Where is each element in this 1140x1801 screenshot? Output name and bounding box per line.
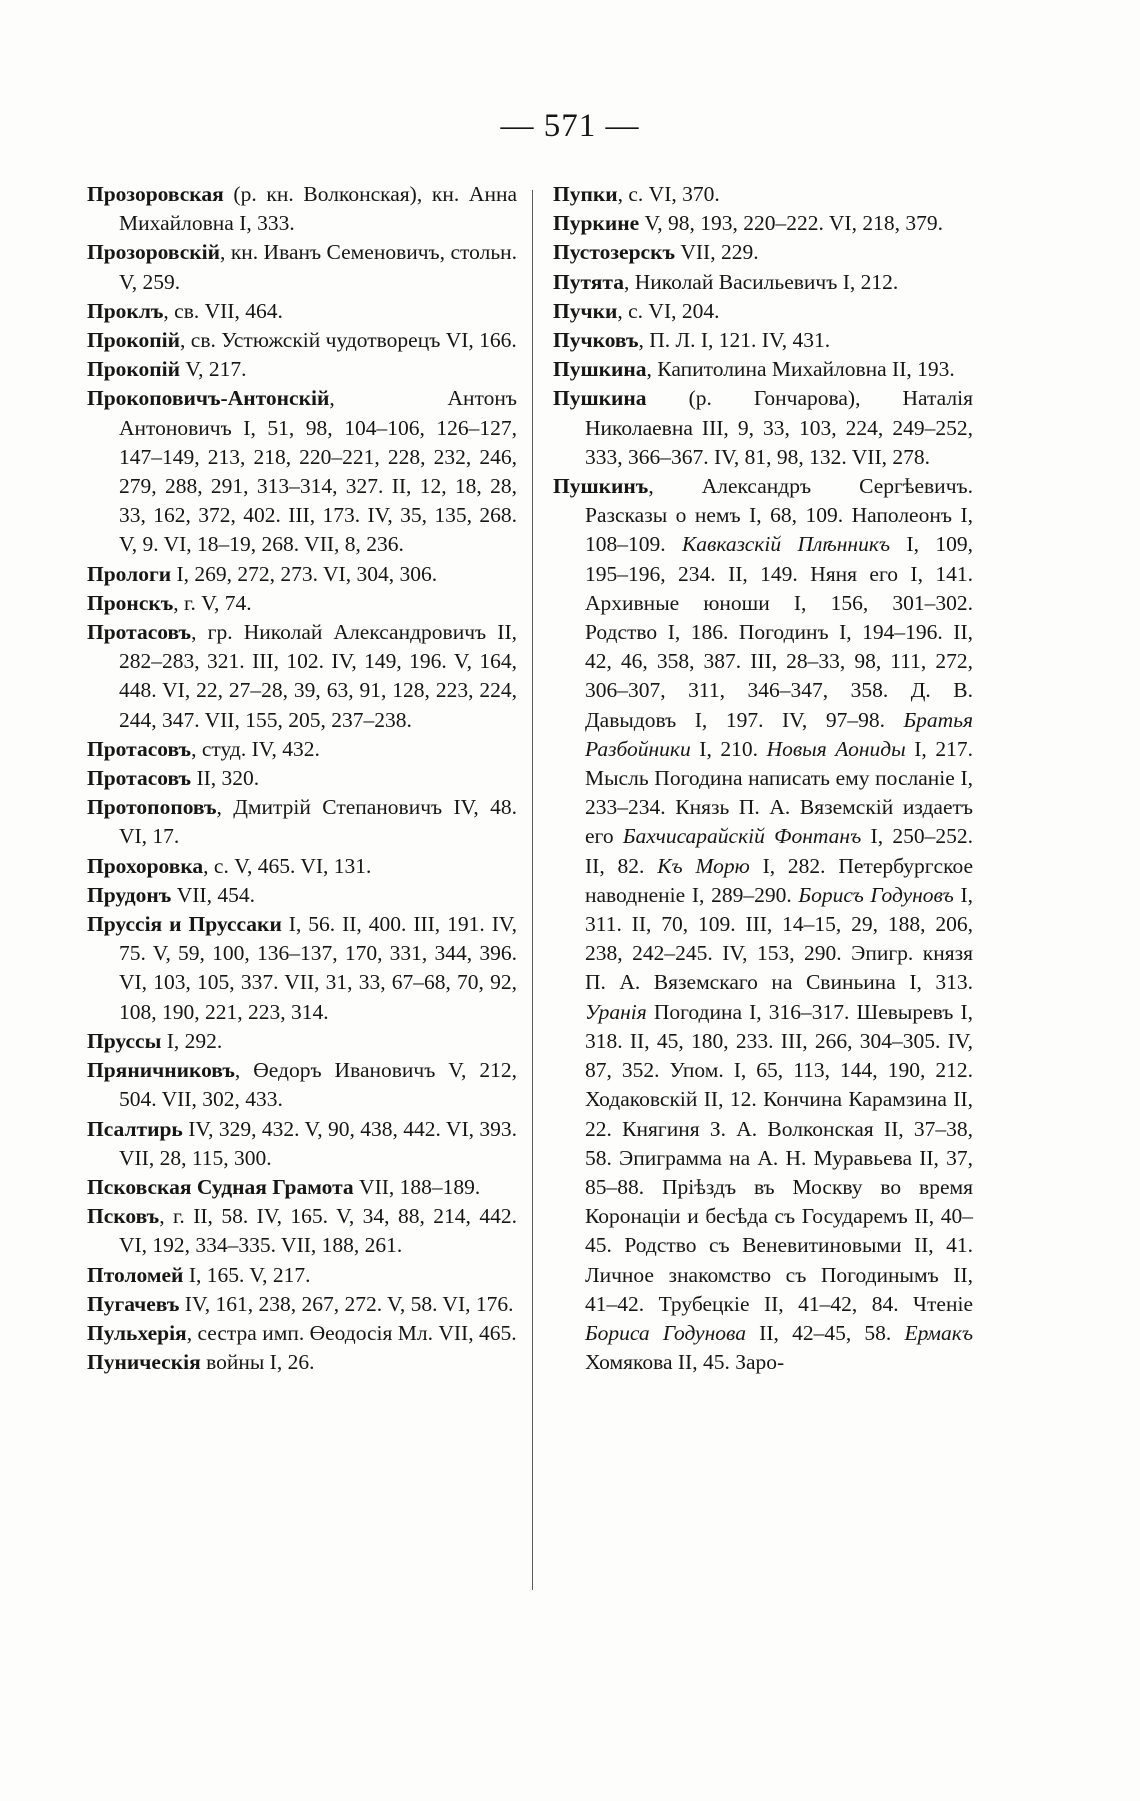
entry-heading: Пронскъ <box>87 590 174 615</box>
entry-heading: Пушкинъ <box>553 474 649 499</box>
index-entry <box>553 268 973 297</box>
entry-text: I, 250–252. II, 82. <box>585 824 973 878</box>
work-title: Братья Разбойники <box>585 707 973 761</box>
right-column <box>553 180 973 1377</box>
entry-text: , Антонъ Антоновичъ I, 51, 98, 104–106, 126–127, 147–149, 213, 218, 220–221, 228, 232, 246, 279, 288, 291, 313–314, 327. II, 12, 18, 28, 33, 162, 372, 402. III, 173. IV, 35, 135, 268. V, 9. VI, 18–19, 268. VII, 8, 236. <box>119 386 517 557</box>
entry-text: V, 98, 193, 220–222. VI, 218, 379. <box>639 211 943 236</box>
work-title: Кавказскій Плѣнникъ <box>682 532 891 557</box>
entry-text: , кн. Иванъ Семеновичъ, стольн. V, 259. <box>119 240 517 294</box>
entry-heading: Псковъ <box>87 1204 160 1229</box>
index-entry <box>87 1261 517 1290</box>
index-entry <box>87 881 517 910</box>
index-entry <box>87 180 517 238</box>
entry-text: , студ. IV, 432. <box>191 736 320 761</box>
entry-heading: Прокопій <box>87 357 181 382</box>
entry-text: VII, 454. <box>171 882 255 907</box>
entry-heading: Пруссія и Пруссаки <box>87 912 282 937</box>
entry-text: VII, 229. <box>675 240 759 265</box>
entry-text: , с. V, 465. VI, 131. <box>203 853 372 878</box>
entry-heading: Псковская Судная Грамота <box>87 1174 354 1199</box>
work-title: Къ Морю <box>657 853 750 878</box>
entry-text: V, 217. <box>180 357 247 382</box>
index-entry <box>87 910 517 1027</box>
index-entry <box>87 1319 517 1348</box>
index-entry <box>87 1056 517 1114</box>
entry-text: , Капитолина Михайловна II, 193. <box>646 357 955 382</box>
entry-text: II, 42–45, 58. <box>745 1320 905 1345</box>
entry-text: VII, 188–189. <box>353 1174 481 1199</box>
entry-heading: Пушкина <box>553 357 647 382</box>
index-entry <box>87 1115 517 1173</box>
entry-text: , Николай Васильевичъ I, 212. <box>623 269 899 294</box>
entry-text: I, 56. II, 400. III, 191. IV, 75. V, 59, 100, 136–137, 170, 331, 344, 396. VI, 103, 105, 337. VII, 31, 33, 67–68, 70, 92, 108, 190, 221, 223, 314. <box>119 912 517 1024</box>
entry-heading: Пустозерскъ <box>553 240 675 265</box>
entry-heading: Пряничниковъ <box>87 1058 235 1083</box>
index-entry <box>553 297 973 326</box>
entry-heading: Птоломей <box>87 1262 184 1287</box>
entry-heading: Пуническія <box>87 1350 201 1375</box>
entry-text: , П. Л. I, 121. IV, 431. <box>638 328 831 353</box>
index-entry <box>553 180 973 209</box>
work-title: Борисъ Годуновъ <box>798 882 954 907</box>
entry-text: I, 217. Мысль Погодина написать ему посланіе I, 233–234. Князь П. А. Вяземскій издаетъ его <box>585 736 973 849</box>
entry-heading: Пупки <box>553 182 618 206</box>
entry-text: I, 269, 272, 273. VI, 304, 306. <box>171 561 438 586</box>
entry-heading: Протасовъ <box>87 766 192 791</box>
entry-text: , Дмитрій Степановичъ IV, 48. VI, 17. <box>119 795 517 849</box>
entry-heading: Прологи <box>87 561 172 586</box>
entry-text: (р. кн. Волконская), кн. Анна Михайловна I, 333. <box>119 182 517 236</box>
index-entry <box>87 326 517 355</box>
index-entry <box>87 1202 517 1260</box>
entry-text: I, 109, 195–196, 234. II, 149. Няня его I, 141. Архивные юноши I, 156, 301–302. Родство I, 186. Погодинъ I, 194–196. II, 42, 46, 358, 387. III, 28–33, 98, 111, 272, 306–307, 311, 346–347, 358. Д. В. Давыдовъ I, 197. IV, 97–98. <box>585 532 973 732</box>
entry-text: II, 320. <box>191 766 260 791</box>
entry-text: , г. V, 74. <box>173 590 252 615</box>
entry-text: I, 311. II, 70, 109. III, 14–15, 29, 188, 206, 238, 242–245. IV, 153, 290. Эпигр. князя П. А. Вяземскаго на Свиньина I, 313. <box>585 882 973 995</box>
entry-heading: Прудонъ <box>87 882 172 907</box>
index-entry <box>87 618 517 735</box>
index-entry <box>87 764 517 793</box>
entry-heading: Псалтирь <box>87 1116 183 1141</box>
entry-text: I, 292. <box>161 1028 223 1053</box>
entry-text: (р. Гончарова), Наталія Николаевна III, 9, 33, 103, 224, 249–252, 333, 366–367. IV, 81, 98, 132. VII, 278. <box>585 386 973 469</box>
index-entry <box>87 297 517 326</box>
entry-text: , гр. Николай Александровичъ II, 282–283, 321. III, 102. IV, 149, 196. V, 164, 448. VI, 22, 27–28, 39, 63, 91, 128, 223, 224, 244, 347. VII, 155, 205, 237–238. <box>119 620 517 732</box>
work-title: Уранія <box>585 999 647 1024</box>
entry-heading: Протопоповъ <box>87 795 217 820</box>
entry-heading: Пугачевъ <box>87 1291 180 1316</box>
index-entry <box>87 1027 517 1056</box>
entry-text: Погодина I, 316–317. Шевыревъ I, 318. II, 45, 180, 233. III, 266, 304–305. IV, 87, 352. Упом. I, 65, 113, 144, 190, 212. Ходаковскій II, 12. Кончина Карамзина II, 22. Княгиня З. А. Волконская II, 37–38, 58. Эпиграмма на А. Н. Муравьева II, 37, 85–88. Пріѣздъ въ Москву во время Коронаціи и бесѣда съ Государемъ II, 40–45. Родство съ Веневитиновыми II, 41. Личное знакомство съ Погодинымъ II, 41–42. Трубецкіе II, 41–42, 84. Чтеніе <box>585 999 973 1316</box>
index-entry <box>87 1290 517 1319</box>
entry-heading: Прокопій <box>87 328 181 353</box>
page-number: — 571 — <box>500 108 640 144</box>
entry-heading: Прокоповичъ-Антонскій <box>87 386 330 411</box>
index-entry <box>87 852 517 881</box>
entry-text: , сестра имп. Өеодосія Мл. VII, 465. <box>186 1320 517 1345</box>
index-entry <box>553 209 973 238</box>
entry-heading: Прозоровскій <box>87 240 221 265</box>
index-entry <box>87 560 517 589</box>
entry-text: войны I, 26. <box>200 1350 315 1375</box>
work-title: Ермакъ <box>904 1320 973 1345</box>
entry-text: , св. Устюжскій чудотворецъ VI, 166. <box>180 328 517 353</box>
entry-text: , г. II, 58. IV, 165. V, 34, 88, 214, 442. VI, 192, 334–335. VII, 188, 261. <box>119 1204 517 1258</box>
index-entry <box>87 1348 517 1377</box>
index-entry <box>87 735 517 764</box>
index-entry <box>553 326 973 355</box>
entry-heading: Прохоровка <box>87 853 204 878</box>
entry-text: I, 282. Петербургское наводненіе I, 289–290. <box>585 853 974 907</box>
left-column <box>87 180 517 1377</box>
entry-heading: Пучки <box>553 298 618 323</box>
entry-heading: Пучковъ <box>553 328 639 353</box>
index-entry <box>87 589 517 618</box>
entry-text: I, 210. <box>690 736 767 761</box>
entry-text: Хомякова II, 45. Заро- <box>585 1350 785 1375</box>
entry-heading: Пуркине <box>553 211 640 236</box>
index-entry <box>553 238 973 267</box>
index-entry <box>87 793 517 851</box>
column-divider <box>532 190 533 1590</box>
entry-text: , св. VII, 464. <box>163 298 283 323</box>
index-entry <box>553 355 973 384</box>
entry-heading: Пушкина <box>553 386 647 411</box>
entry-heading: Путята <box>553 269 624 294</box>
entry-text: , с. VI, 370. <box>617 182 720 206</box>
entry-text: , Өедоръ Ивановичъ V, 212, 504. VII, 302, 433. <box>119 1058 517 1112</box>
index-entry <box>87 1173 517 1202</box>
index-entry <box>87 384 517 559</box>
entry-text: , Александръ Сергѣевичъ. Разсказы о немъ I, 68, 109. Наполеонъ I, 108–109. <box>585 474 973 557</box>
index-entry <box>87 355 517 384</box>
entry-text: IV, 161, 238, 267, 272. V, 58. VI, 176. <box>179 1291 514 1316</box>
index-entry <box>553 384 973 472</box>
entry-heading: Протасовъ <box>87 620 192 645</box>
entry-heading: Пруссы <box>87 1028 162 1053</box>
entry-text: , с. VI, 204. <box>617 298 720 323</box>
work-title: Бахчисарайскій Фонтанъ <box>622 824 862 849</box>
index-entry <box>553 472 973 1377</box>
entry-heading: Протасовъ <box>87 736 192 761</box>
work-title: Новыя Аониды <box>766 736 906 761</box>
entry-heading: Проклъ <box>87 298 164 323</box>
entry-text: IV, 329, 432. V, 90, 438, 442. VI, 393. VII, 28, 115, 300. <box>119 1116 517 1170</box>
entry-heading: Пульхерія <box>87 1320 187 1345</box>
entry-heading: Прозоровская <box>87 182 224 206</box>
index-entry <box>87 238 517 296</box>
work-title: Бориса Годунова <box>585 1320 746 1345</box>
entry-text: I, 165. V, 217. <box>183 1262 311 1287</box>
